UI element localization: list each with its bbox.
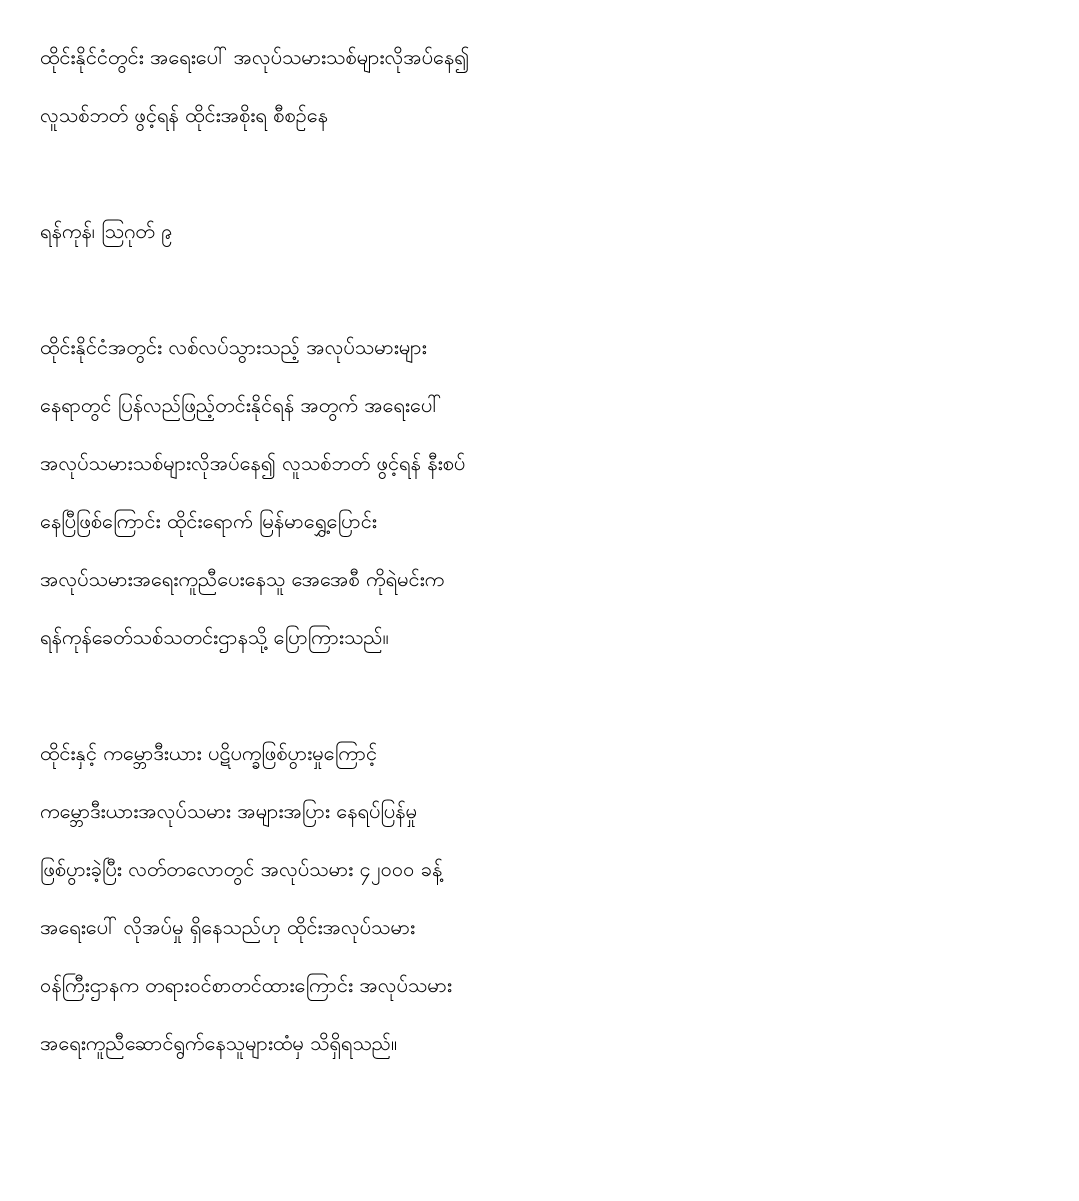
paragraph-line: ရန်ကုန်ခေတ်သစ်သတင်းဌာနသို့ ပြောကြားသည်။ bbox=[40, 625, 389, 649]
paragraph-line: နေပြီဖြစ်ကြောင်း ထိုင်းရောက် မြန်မာရွှေ့ပြောင်း bbox=[40, 509, 377, 533]
paragraph-line: ထိုင်းနှင့် ကမ္ဘောဒီးယား ပဋိပက္ခဖြစ်ပွားမှုကြောင့် bbox=[40, 741, 378, 765]
paragraph-line: ဖြစ်ပွားခဲ့ပြီး လတ်တလောတွင် အလုပ်သမား ၄၂၀၀၀ ခန့် bbox=[40, 857, 443, 881]
paragraph-line: အရေးကူညီဆောင်ရွက်နေသူများထံမှ သိရှိရသည်။ bbox=[40, 1031, 398, 1055]
paragraph-line: ဝန်ကြီးဌာနက တရားဝင်စာတင်ထားကြောင်း အလုပ်သမား bbox=[40, 973, 452, 997]
article bbox=[40, 28, 1045, 1072]
dateline: ရန်ကုန်၊ ဩဂုတ် ၉ bbox=[40, 219, 173, 243]
paragraph-line: အရေးပေါ် လိုအပ်မှု ရှိနေသည်ဟု ထိုင်းအလုပ်သမား bbox=[40, 915, 416, 939]
paragraph-line: အလုပ်သမားသစ်များလိုအပ်နေ၍ လူသစ်ဘတ် ဖွင့်ရန် နီးစပ် bbox=[40, 451, 466, 475]
spacer bbox=[40, 666, 1045, 724]
paragraph-line: ထိုင်းနိုင်ငံအတွင်း လစ်လပ်သွားသည့် အလုပ်သမားများ bbox=[40, 335, 427, 359]
paragraph-line: ကမ္ဘောဒီးယားအလုပ်သမား အများအပြား နေရပ်ပြန်မှု bbox=[40, 799, 417, 823]
headline-line: ထိုင်းနိုင်ငံတွင်း အရေးပေါ် အလုပ်သမားသစ်များလိုအပ်နေ၍ bbox=[40, 45, 470, 69]
headline bbox=[40, 28, 1045, 144]
headline-line: လူသစ်ဘတ် ဖွင့်ရန် ထိုင်းအစိုးရ စီစဉ်နေ bbox=[40, 103, 328, 127]
paragraph-line: နေရာတွင် ပြန်လည်ဖြည့်တင်းနိုင်ရန် အတွက် အရေးပေါ် bbox=[40, 393, 442, 417]
paragraph-2 bbox=[40, 724, 1045, 1072]
paragraph-line: အလုပ်သမားအရေးကူညီပေးနေသူ အေအေစီ ကိုရဲမင်းက bbox=[40, 567, 445, 591]
spacer bbox=[40, 260, 1045, 318]
spacer bbox=[40, 144, 1045, 202]
paragraph-1 bbox=[40, 318, 1045, 666]
